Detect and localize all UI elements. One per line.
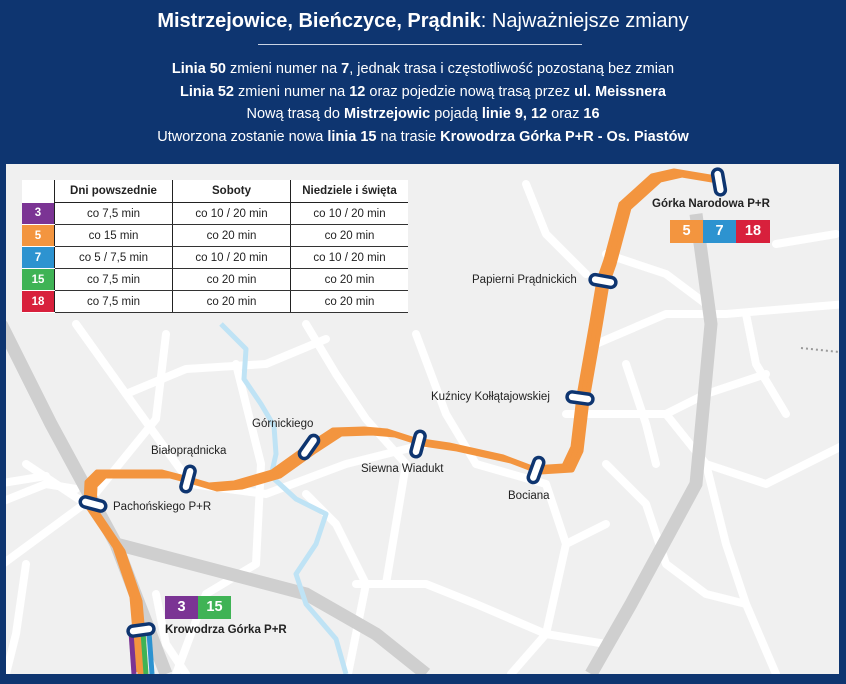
route-map [6,164,839,674]
frequency-cell: co 10 / 20 min [173,203,291,225]
frequency-cell: co 20 min [173,269,291,291]
line-badge: 15 [22,269,55,291]
stop-label-kuznicy: Kuźnicy Kołłątajowskiej [431,391,550,403]
note-text: zmieni numer na [225,61,342,77]
terminus-lines-krowodrza [165,596,231,619]
frequency-cell: co 20 min [291,225,409,247]
route-line-3 [131,632,134,674]
note-text: zmieni numer na [233,83,350,100]
stop-marker-pachonskiego[interactable] [79,496,107,512]
street [566,374,766,414]
note-highlight: linia 15 [327,128,377,145]
note-text: na trasie [376,128,441,145]
header-blank [22,180,55,203]
header [0,0,846,160]
stop-label-bialopradnicka: Białoprądnicka [151,445,227,457]
note-highlight: 16 [583,106,600,122]
frequency-cell: co 15 min [55,225,173,247]
line-badge: 7 [22,247,55,269]
stop-label-gorka-narodowa: Górka Narodowa P+R [652,198,770,210]
street [746,314,786,414]
frequency-cell: co 7,5 min [55,269,173,291]
note-highlight: ul. Meissnera [574,83,666,100]
stop-label-siewna: Siewna Wiadukt [361,463,444,475]
note-highlight: 12 [349,83,366,100]
change-note [0,58,846,81]
street [126,339,326,394]
note-highlight: Krowodrza Górka P+R - Os. Piastów [440,128,689,145]
note-text: Nową trasą do [246,106,344,122]
stop-label-bociana: Bociana [508,490,550,502]
frequency-cell: co 10 / 20 min [173,247,291,269]
street [706,464,776,674]
frequency-table [22,180,408,313]
route-line-7-stub [149,632,152,674]
frequency-cell: co 20 min [173,225,291,247]
note-highlight: 7 [341,61,350,77]
route-line-5-stub [137,632,140,674]
terminus-lines-gorka [670,220,770,243]
note-highlight: Linia 50 [171,61,226,77]
header-weekdays: Dni powszednie [55,180,173,203]
line-chip: 5 [670,220,703,243]
street [356,584,606,644]
street [776,234,836,244]
stop-marker-papierni[interactable] [589,274,616,288]
frequency-cell: co 5 / 7,5 min [55,247,173,269]
frequency-cell: co 10 / 20 min [291,203,409,225]
stop-label-papierni: Papierni Prądnickich [472,274,577,286]
change-note [0,126,846,149]
line-badge: 5 [22,225,55,247]
note-highlight: Mistrzejowic [344,106,431,122]
table-row [22,225,408,247]
table-row [22,247,408,269]
stop-marker-gorka-narodowa[interactable] [712,168,726,195]
line-badge: 3 [22,203,55,225]
line-chip: 18 [736,220,770,243]
line-chip: 3 [165,596,198,619]
note-text: pojadą [430,106,482,122]
stop-label-pachonskiego: Pachońskiego P+R [113,501,212,513]
note-text: oraz pojedzie nową trasą przez [365,83,575,100]
route-line-15 [143,632,146,674]
stop-label-krowodrza: Krowodrza Górka P+R [165,624,287,636]
line-badge: 18 [22,291,55,313]
change-note [0,103,846,126]
stop-marker-siewna[interactable] [410,430,426,458]
stop-label-gornickiego: Górnickiego [252,418,314,430]
frequency-cell: co 20 min [173,291,291,313]
stop-marker-kuznicy[interactable] [566,391,593,405]
title-divider [258,44,582,45]
title-districts: Mistrzejowice, Bieńczyce, Prądnik [157,10,481,32]
table-row [22,269,408,291]
frequency-table-header [22,180,408,203]
title-subtitle: : Najważniejsze zmiany [480,10,689,32]
boundary [801,348,839,352]
stop-marker-krowodrza[interactable] [127,623,154,637]
table-row [22,203,408,225]
street [6,564,26,674]
line-chip: 15 [198,596,231,619]
frequency-cell: co 10 / 20 min [291,247,409,269]
line-chip: 7 [703,220,736,243]
stop-marker-gornickiego[interactable] [297,433,320,460]
frequency-cell: co 7,5 min [55,203,173,225]
header-sundays: Niedziele i święta [291,180,409,203]
street [606,254,706,304]
note-text: , jednak trasa i częstotliwość pozostaną bez zmian [349,61,675,77]
table-row [22,291,408,313]
page-title [0,8,846,34]
frequency-cell: co 20 min [291,291,409,313]
note-text: Utworzona zostanie nowa [157,128,328,145]
note-text: oraz [547,106,584,122]
street [526,184,586,274]
change-note [0,81,846,104]
header-saturdays: Soboty [173,180,291,203]
changes-list [0,58,846,148]
frequency-cell: co 7,5 min [55,291,173,313]
note-highlight: linie 9, 12 [481,106,548,122]
street [566,524,606,544]
note-highlight: Linia 52 [179,83,234,100]
frequency-cell: co 20 min [291,269,409,291]
